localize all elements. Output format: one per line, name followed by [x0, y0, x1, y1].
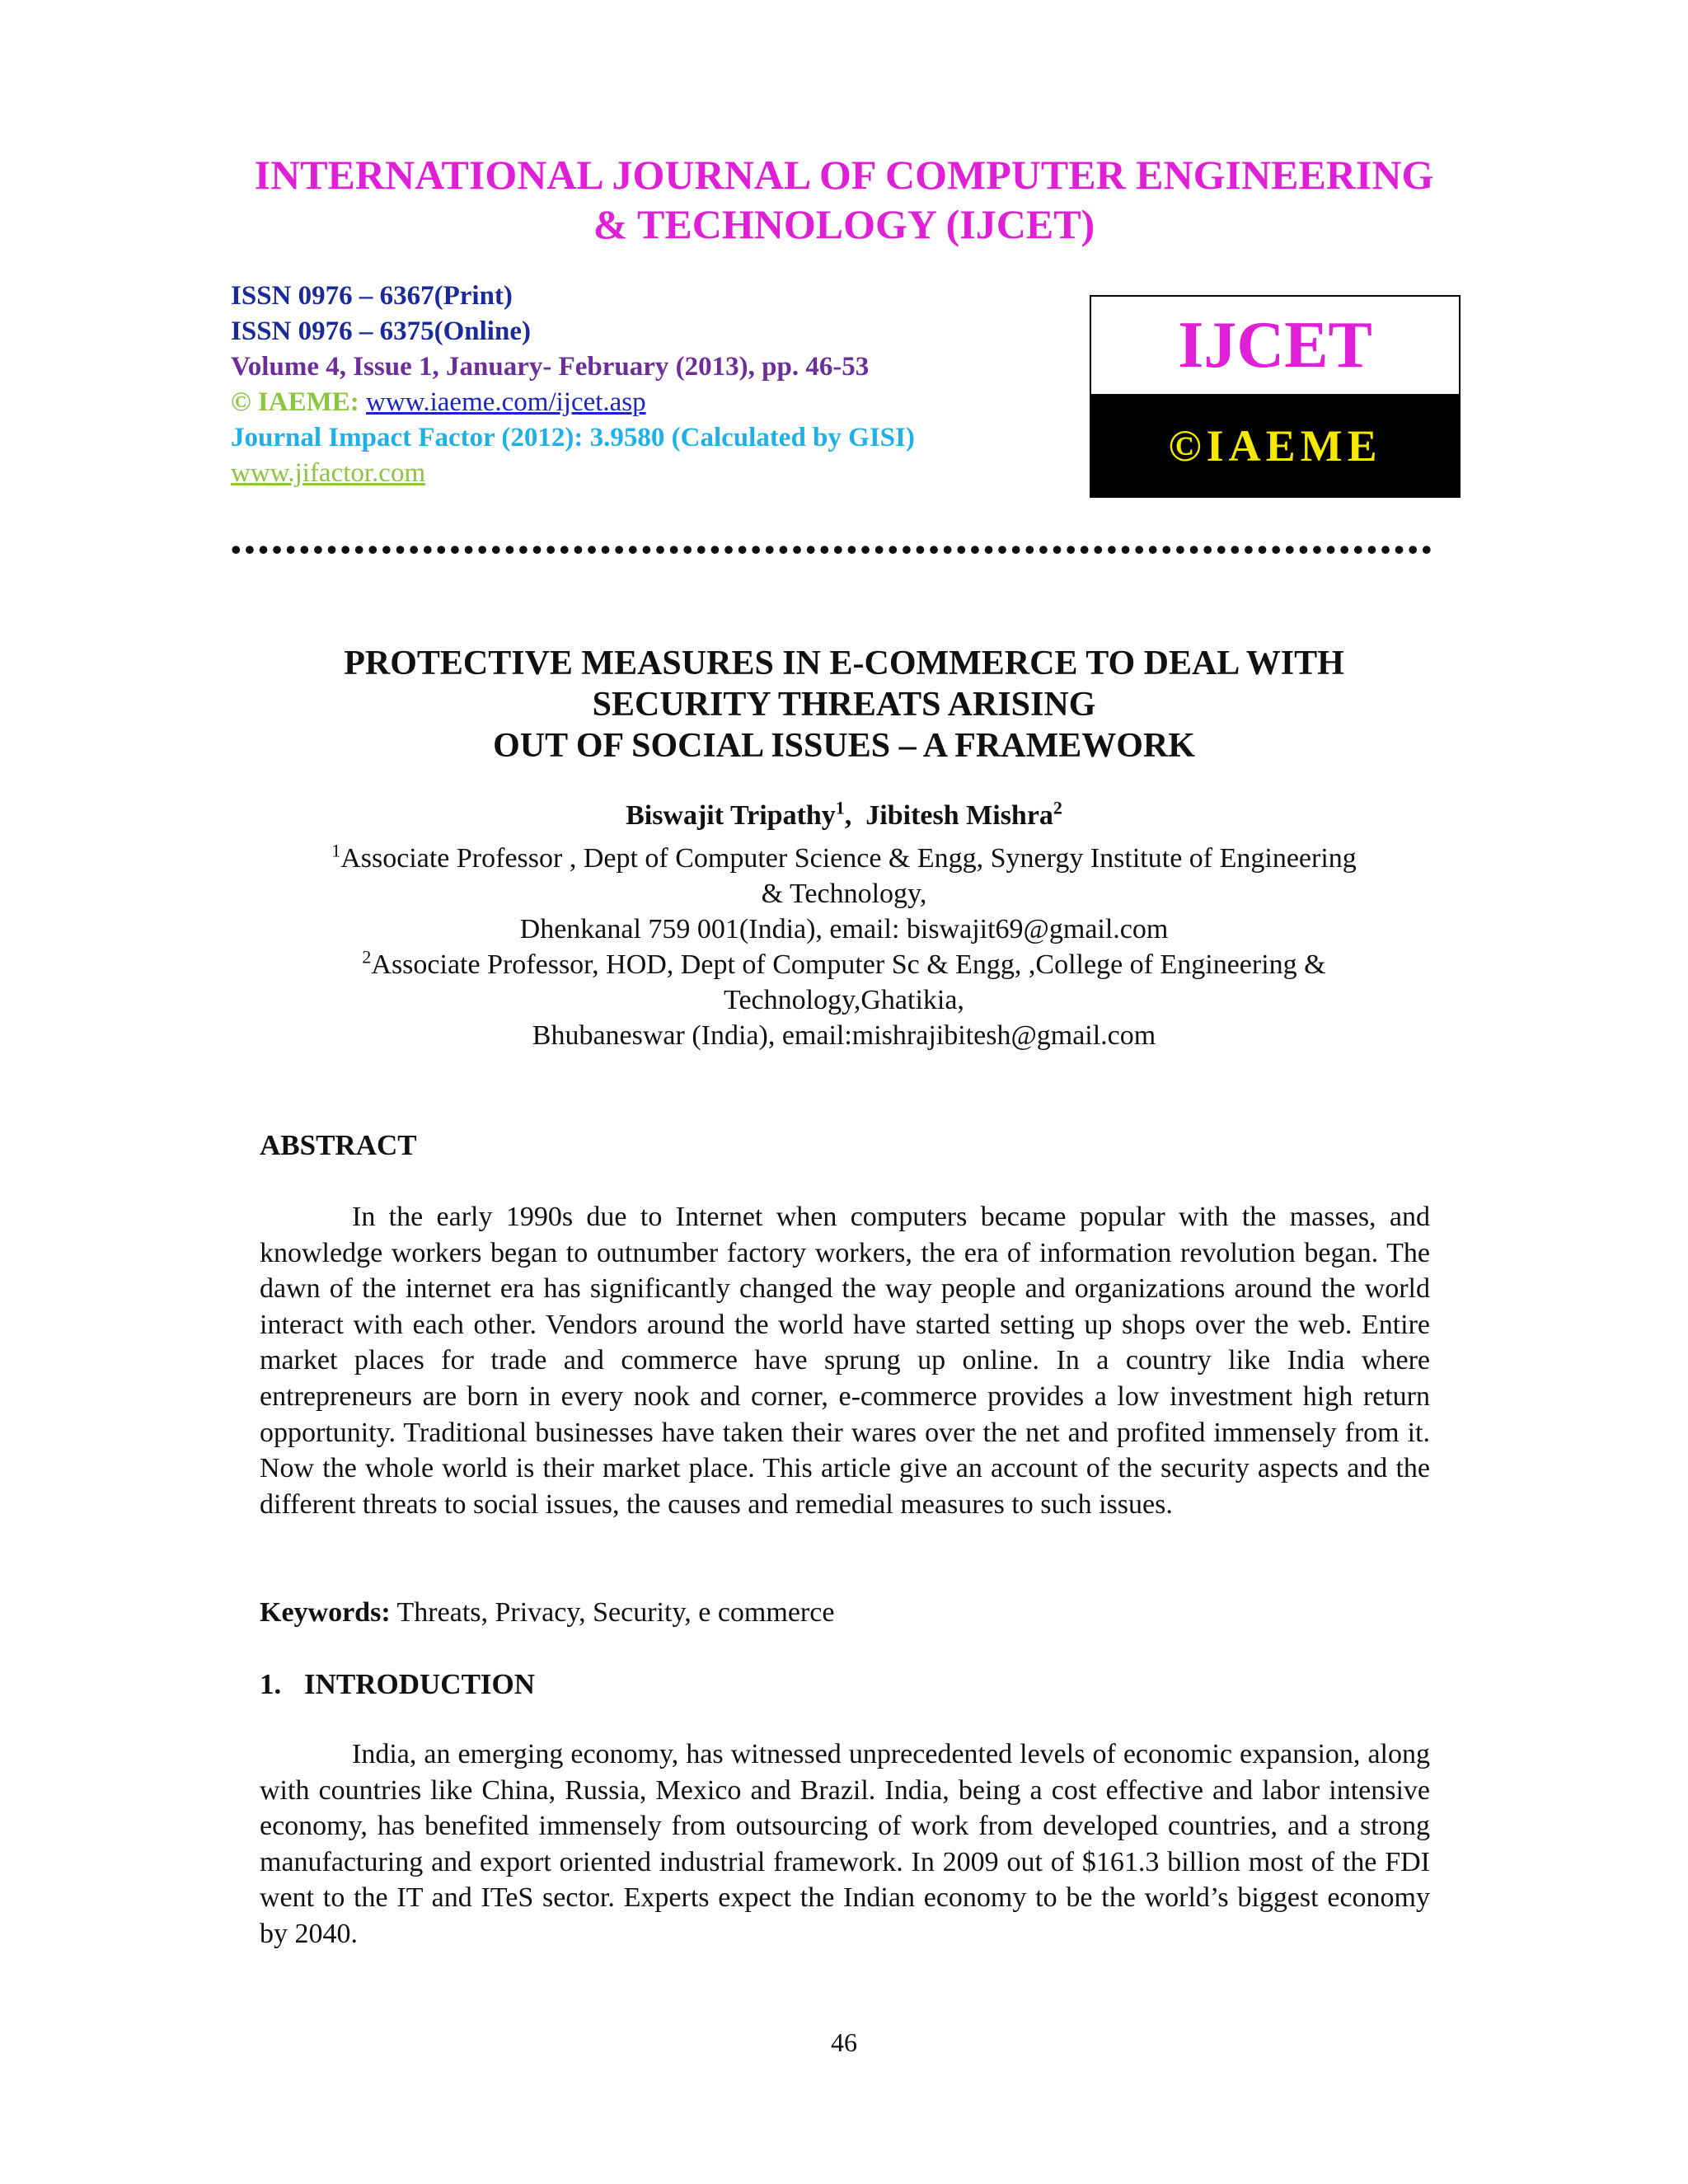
affil-1-line1: Associate Professor , Dept of Computer Science & Engg, Synergy Institute of Engineering — [340, 843, 1357, 874]
affil-2-sup: 2 — [362, 946, 372, 968]
introduction-heading — [260, 1666, 535, 1703]
journal-title — [0, 150, 1688, 249]
section-number: 1. — [260, 1668, 282, 1700]
journal-meta — [231, 279, 915, 491]
introduction-body — [260, 1736, 1430, 1952]
abstract-text: In the early 1990s due to Internet when computers became popular with the masses, and knowledge workers began to outnumber factory workers, the era of information revolution began. The dawn of the internet era has significantly changed the way people and organizations around the world interact with each other. Vendors around the world have started setting up shops over the web. Entire market places for trade and commerce have sprung up online. In a country like India where entrepreneurs are born in every nook and corner, e-commerce provides a low investment high return opportunity. Traditional businesses have taken their wares over the net and profited immensely from it. Now the whole world is their market place. This article give an account of the security aspects and the different threats to social issues, the causes and remedial measures to such issues. — [260, 1202, 1430, 1520]
dotted-divider: •••••••••••••••••••••••••••••••••••••••••••••••••••••••••••••••••••••••••••••••••••••••• — [231, 540, 1436, 560]
paper-title-line3: OUT OF SOCIAL ISSUES – A FRAMEWORK — [493, 727, 1195, 765]
author-1: Biswajit Tripathy — [626, 800, 836, 831]
keywords-text: Threats, Privacy, Security, e commerce — [390, 1597, 835, 1628]
iaeme-label: © IAEME: — [231, 387, 359, 417]
affil-2-line1: Associate Professor, HOD, Dept of Computer Sc & Engg, ,College of Engineering & — [371, 949, 1326, 980]
impact-factor: Journal Impact Factor (2012): 3.9580 (Calculated by GISI) — [231, 423, 915, 452]
affil-1-line3: Dhenkanal 759 001(India), email: biswajit69@gmail.com — [519, 914, 1169, 944]
journal-title-line1: INTERNATIONAL JOURNAL OF COMPUTER ENGINEERING — [254, 152, 1434, 198]
abstract-body — [260, 1199, 1430, 1522]
author-2-sup: 2 — [1053, 797, 1062, 818]
author-2: Jibitesh Mishra — [865, 800, 1053, 831]
jifactor-link[interactable]: www.jifactor.com — [231, 458, 426, 488]
iaeme-link[interactable]: www.iaeme.com/ijcet.asp — [366, 387, 646, 417]
abstract-heading: ABSTRACT — [260, 1129, 417, 1161]
issn-print: ISSN 0976 – 6367(Print) — [231, 281, 513, 311]
affil-2-line3: Bhubaneswar (India), email:mishrajibitesh@gmail.com — [532, 1020, 1156, 1051]
section-title: INTRODUCTION — [304, 1668, 536, 1700]
paper-title-line2: SECURITY THREATS ARISING — [592, 686, 1096, 724]
affiliations — [206, 841, 1482, 1053]
keywords-label: Keywords: — [260, 1597, 391, 1628]
affil-1-line2: & Technology, — [761, 879, 927, 909]
author-1-sup: 1 — [835, 797, 845, 818]
logo-iaeme-text: ©IAEME — [1091, 394, 1459, 498]
ijcet-logo — [1090, 295, 1461, 498]
authors: Biswajit Tripathy$^1$, Jibitesh Mishra$^2$ — [626, 797, 1062, 831]
page-number: 46 — [831, 2027, 857, 2057]
affil-2-line2: Technology,Ghatikia, — [724, 985, 964, 1015]
iaeme-line — [231, 385, 915, 420]
volume-info: Volume 4, Issue 1, January- February (2013), pp. 46-53 — [231, 352, 870, 382]
paper-title-line1: PROTECTIVE MEASURES IN E-COMMERCE TO DEAL WITH — [344, 644, 1344, 682]
introduction-text: India, an emerging economy, has witnessed unprecedented levels of economic expansion, along with countries like China, Russia, Mexico and Brazil. India, being a cost effective and labor intensive economy, has benefited immensely from outsourcing of work from developed countries, and a strong manufacturing and export oriented industrial framework. In 2009 out of $161.3 billion most of the FDI went to the IT and ITeS sector. Experts expect the Indian economy to be the world’s biggest economy by 2040. — [260, 1739, 1430, 1949]
affil-1-sup: 1 — [331, 840, 341, 861]
keywords — [260, 1595, 834, 1631]
paper-title — [0, 643, 1688, 766]
logo-ijcet-text: IJCET — [1091, 297, 1459, 394]
journal-title-line2: & TECHNOLOGY (IJCET) — [593, 201, 1095, 247]
issn-online: ISSN 0976 – 6375(Online) — [231, 316, 531, 346]
